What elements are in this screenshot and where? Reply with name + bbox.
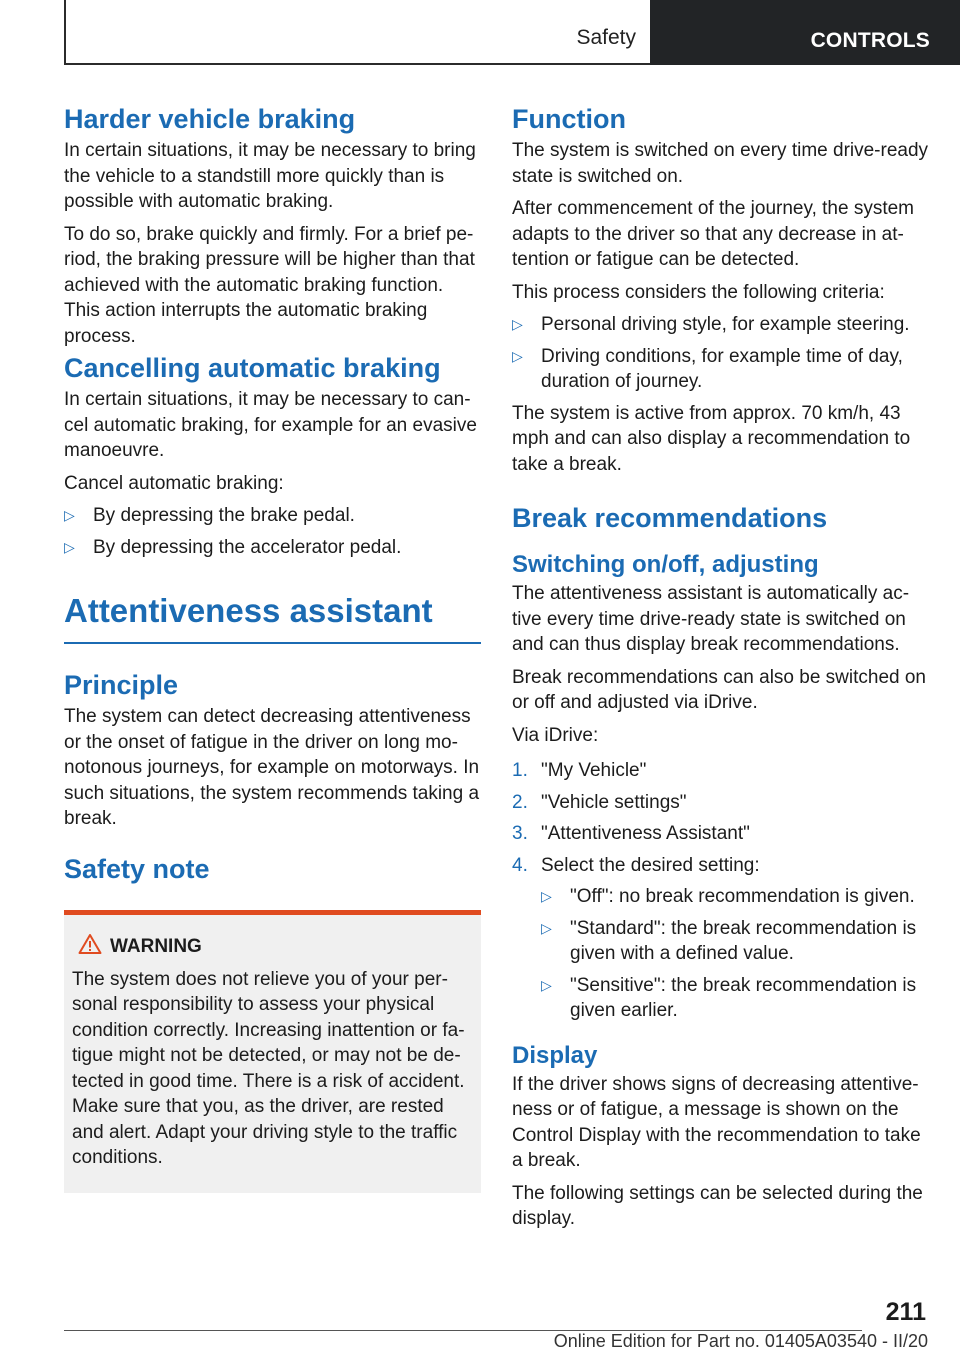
heading-principle: Principle [64,670,179,700]
list-item: ▷ "Sensitive": the break recommendation is given earlier. [541,974,917,1021]
paragraph: If the driver shows signs of decreasing attentive‐ness or of fatigue, a message is shown on the Control Display with the recommendation to take a break. [512,1073,921,1171]
warning-label: WARNING [110,935,202,957]
heading-display: Display [512,1041,598,1069]
triangle-bullet-icon: ▷ [64,507,75,523]
criteria-list [512,312,932,395]
paragraph: In certain situations, it may be necessary to can‐cel automatic braking, for example for an evasive manoeuvre. [64,389,477,461]
heading-harder-braking: Harder vehicle braking [64,104,356,134]
cancel-list [64,503,481,560]
list-item: ▷ "Off": no break recommendation is given. [541,884,932,910]
warning-header [72,935,469,959]
triangle-bullet-icon: ▷ [541,919,552,936]
paragraph: In certain situations, it may be necessary to bring the vehicle to a standstill more quickly than is possible with automatic braking. [64,140,476,212]
paragraph: Break recommendations can also be switched on or off and adjusted via iDrive. [512,666,927,713]
triangle-bullet-icon: ▷ [512,316,523,332]
list-item: ▷ Personal driving style, for example steering. [512,312,932,338]
footer-edition: Online Edition for Part no. 01405A03540 - II/20 [553,1331,928,1351]
heading-cancelling-braking: Cancelling automatic braking [64,353,441,383]
paragraph: The attentiveness assistant is automatically ac‐tive every time drive-ready state is switched on and can thus display break recommendations. [512,583,910,655]
paragraph: After commencement of the journey, the system adapts to the driver so that any decrease in at‐tention or fatigue can be detected. [512,198,914,270]
list-item: ▷ Driving conditions, for example time of day, duration of journey. [512,345,903,392]
paragraph: This process considers the following criteria: [512,281,885,303]
header-chapter-tab [650,0,960,65]
list-item: 3. "Attentiveness Assistant" [512,821,932,847]
header-chapter-label: CONTROLS [810,29,930,52]
step-number: 2. [512,791,528,813]
idrive-steps [512,758,932,1024]
triangle-bullet-icon: ▷ [512,347,523,364]
step-number: 4. [512,854,528,876]
triangle-bullet-icon: ▷ [541,888,552,904]
list-item: 2. "Vehicle settings" [512,790,932,816]
step-number: 1. [512,760,528,781]
triangle-bullet-icon: ▷ [64,538,75,555]
paragraph: To do so, brake quickly and firmly. For a brief pe‐riod, the braking pressure will be higher than that achieved with the automatic braking function. This action interrupts the automatic braking process. [64,223,475,347]
warning-triangle-icon [78,933,102,955]
header-left-rule [64,0,66,64]
heading-function: Function [512,104,626,134]
list-item: ▷ "Standard": the break recommendation is given with a defined value. [541,917,917,964]
list-item: ▷ By depressing the accelerator pedal. [64,535,481,561]
right-column [512,100,932,1232]
heading-break-recommendations: Break recommendations [512,503,828,533]
page-number: 211 [885,1298,926,1326]
paragraph: The system is switched on every time drive-ready state is switched on. [512,140,929,187]
triangle-bullet-icon: ▷ [541,976,552,993]
paragraph: Cancel automatic braking: [64,472,284,494]
heading-switching: Switching on/off, adjusting [512,551,819,578]
warning-text: The system does not relieve you of your per‐sonal responsibility to assess your physical condition correctly. Increasing inattention or fa‐tigue might not be detected, or may not be de‐tected in good time. There is a risk of accident. Make sure that you, as the driver, are rested and alert. Adapt your driving style to the traffic conditions. [72,968,465,1168]
left-column [64,100,481,1193]
paragraph: The system can detect decreasing attentiveness or the onset of fatigue in the driver on long mo‐notonous journeys, for example on motorways. In such situations, the system recommends taking a break. [64,706,480,829]
header-bottom-rule [64,63,650,65]
paragraph: Via iDrive: [512,724,599,746]
paragraph: The system is active from approx. 70 km/h, 43 mph and can also display a recommendation to take a break. [512,402,911,475]
list-item: 1. "My Vehicle" [512,758,932,784]
settings-list [541,884,932,1024]
warning-box [64,915,481,1193]
list-item: ▷ By depressing the brake pedal. [64,503,481,529]
heading-safety-note: Safety note [64,853,210,884]
paragraph: The following settings can be selected during the display. [512,1182,923,1229]
heading-attentiveness-assistant: Attentiveness assistant [64,590,481,644]
list-item: 4. Select the desired setting: ▷ "Off": no break recommendation is given. ▷ "Standard": the break recommendation is given with a defined value. ▷ "Sensitive": the break recommendation is given earlier. [512,853,932,1024]
header-section-label: Safety [576,26,636,49]
step-number: 3. [512,823,528,844]
